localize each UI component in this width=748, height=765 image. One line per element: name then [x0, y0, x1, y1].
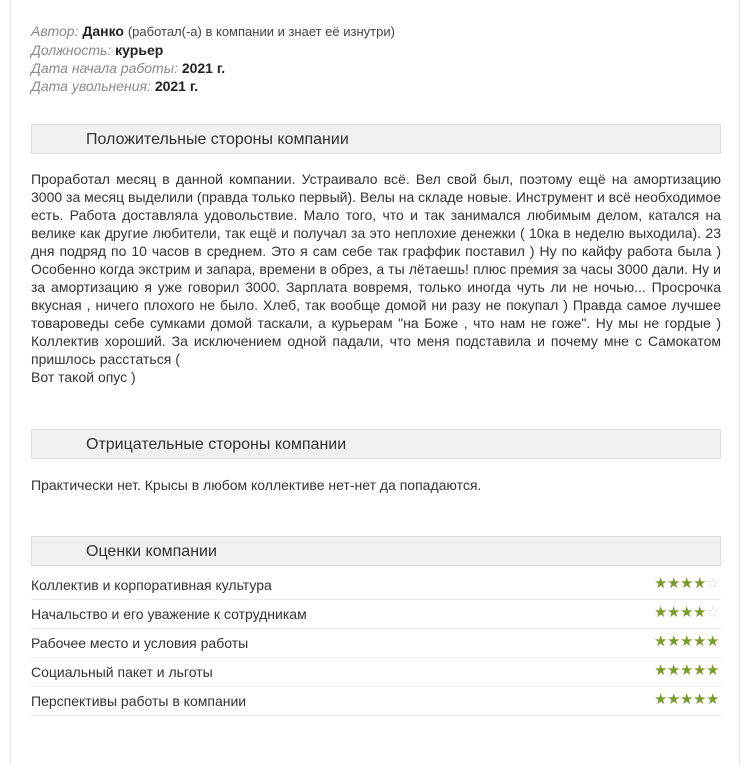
star-filled-icon: ★ [680, 633, 695, 650]
star-filled-icon: ★ [654, 604, 669, 621]
star-filled-icon: ★ [654, 575, 669, 592]
rating-row [31, 629, 721, 658]
rating-stars [654, 692, 719, 708]
rating-stars [654, 605, 719, 621]
start-date-row [31, 59, 395, 77]
positive-section-title: Положительные стороны компании [86, 131, 349, 148]
star-filled-icon: ★ [667, 604, 682, 621]
position-label: Должность: [31, 42, 112, 58]
rating-row [31, 600, 721, 629]
star-filled-icon: ★ [667, 691, 682, 708]
star-filled-icon: ★ [667, 633, 682, 650]
position-row [31, 41, 395, 59]
star-filled-icon: ★ [693, 662, 708, 679]
positive-text [31, 170, 721, 386]
start-date-label: Дата начала работы: [31, 60, 178, 76]
negative-section-header [31, 429, 721, 459]
rating-row [31, 571, 721, 600]
end-date-row [31, 77, 395, 95]
end-date-value: 2021 г. [154, 78, 199, 94]
rating-row [31, 658, 721, 687]
rating-label: Перспективы работы в компании [31, 693, 247, 709]
star-empty-icon: ☆ [706, 575, 721, 592]
end-date-label: Дата увольнения: [31, 78, 151, 94]
star-filled-icon: ★ [680, 575, 695, 592]
ratings-list [31, 571, 721, 716]
star-filled-icon: ★ [706, 691, 721, 708]
star-filled-icon: ★ [693, 604, 708, 621]
star-filled-icon: ★ [667, 662, 682, 679]
positive-text-body: Проработал месяц в данной компании. Устраивало всё. Вел свой был, поэтому ещё на амортизацию 3000 за месяц выделили (правда только первый). Велы на складе новые. Инструмент и всё необходимое есть. Работа доставляла удовольствие. Мало того, что и так занимался любимым делом, катался на велике как другие любители, так ещё и получал за это неплохие денежки ( 10ка в неделю выходила). 23 дня подряд по 10 часов в среднем. Это я сам себе так граффик поставил ) Ну по кайфу работа была ) Особенно когда экстрим и запара, времени в обрез, а ты лётаешь! плюс премия за часы 3000 дали. Ну и за амортизацию я уже говорил 3000. Зарплата вовремя, только иногда чуть ли не ночью... Просрочка вкусная , ничего плохого не было. Хлеб, так вообще домой ни разу не покупал ) Правда самое лучшее товароведы себе сумками домой таскали, а курьерам "на Боже , что нам не гоже". Ну мы не гордые ) Коллектив хороший. За исключением одной падали, что меня подставила и почему мне с Самокатом пришлось расстаться ( [31, 171, 721, 367]
rating-label: Социальный пакет и льготы [31, 664, 213, 680]
rating-stars [654, 576, 719, 592]
author-row [31, 22, 395, 41]
rating-row [31, 687, 721, 716]
star-filled-icon: ★ [654, 633, 669, 650]
negative-section-title: Отрицательные стороны компании [86, 436, 347, 453]
rating-label: Коллектив и корпоративная культура [31, 577, 272, 593]
star-filled-icon: ★ [706, 662, 721, 679]
star-filled-icon: ★ [680, 691, 695, 708]
star-empty-icon: ☆ [706, 604, 721, 621]
positive-text-last: Вот такой опус ) [31, 369, 136, 385]
position-value: курьер [115, 42, 164, 58]
rating-stars [654, 634, 719, 650]
author-label: Автор: [31, 23, 79, 39]
ratings-section-title: Оценки компании [86, 543, 217, 560]
positive-section-header [31, 124, 721, 154]
author-name: Данко [82, 23, 124, 39]
star-filled-icon: ★ [667, 575, 682, 592]
star-filled-icon: ★ [680, 604, 695, 621]
rating-label: Рабочее место и условия работы [31, 635, 249, 651]
star-filled-icon: ★ [693, 633, 708, 650]
rating-stars [654, 663, 719, 679]
star-filled-icon: ★ [693, 575, 708, 592]
review-meta [31, 22, 395, 95]
start-date-value: 2021 г. [181, 60, 226, 76]
rating-label: Начальство и его уважение к сотрудникам [31, 606, 307, 622]
star-filled-icon: ★ [693, 691, 708, 708]
star-filled-icon: ★ [654, 691, 669, 708]
negative-text: Практически нет. Крысы в любом коллективе нет-нет да попадаются. [31, 477, 482, 493]
star-filled-icon: ★ [654, 662, 669, 679]
star-filled-icon: ★ [706, 633, 721, 650]
ratings-section-header [31, 536, 721, 566]
star-filled-icon: ★ [680, 662, 695, 679]
author-note: (работал(-а) в компании и знает её изнутри) [127, 24, 395, 39]
